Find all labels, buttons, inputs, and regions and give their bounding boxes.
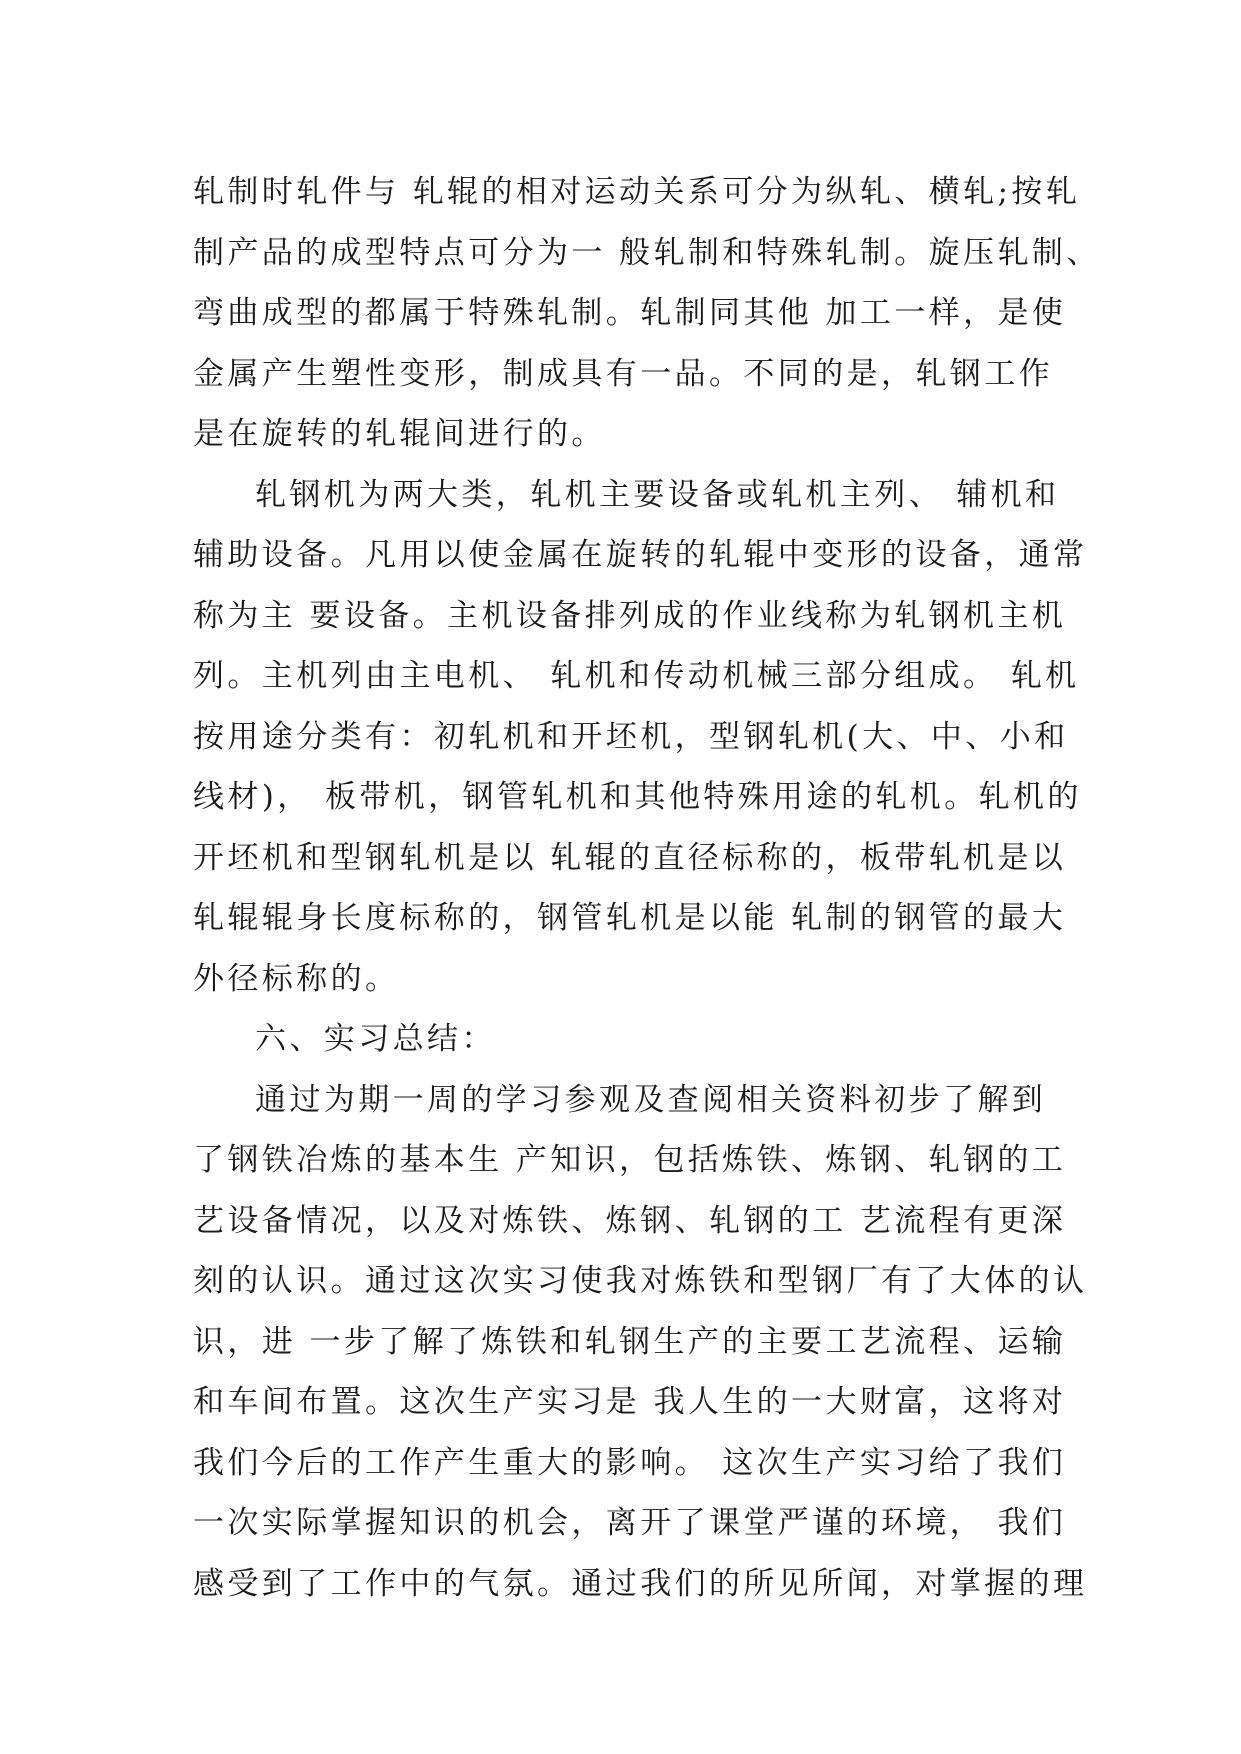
- text-line: 一次实际掌握知识的机会，离开了课堂严谨的环境， 我们: [193, 1505, 1067, 1541]
- text-line: 列。主机列由主电机、 轧机和传动机械三部分组成。 轧机: [193, 658, 1080, 694]
- text-line: 弯曲成型的都属于特殊轧制。轧制同其他 加工一样，是使: [193, 295, 1067, 331]
- text-line: 称为主 要设备。主机设备排列成的作业线称为轧钢机主机: [193, 597, 1067, 634]
- text-line: 外径标称的。: [193, 960, 400, 997]
- text-line: 开坯机和型钢轧机是以 轧辊的直径标称的，板带轧机是以: [193, 839, 1067, 876]
- text-line: 按用途分类有：初轧机和开坯机，型钢轧机(大、中、小和: [193, 718, 1069, 755]
- text-line: 轧辊辊身长度标称的，钢管轧机是以能 轧制的钢管的最大: [193, 900, 1067, 936]
- text-line: 辅助设备。凡用以使金属在旋转的轧辊中变形的设备，通常: [193, 537, 1088, 573]
- document-body: [193, 162, 1101, 1614]
- paragraph-first-line: 通过为期一周的学习参观及查阅相关资料初步了解到: [255, 1081, 1047, 1118]
- text-line: 是在旋转的轧辊间进行的。: [193, 416, 606, 452]
- text-line: 和车间布置。这次生产实习是 我人生的一大财富，这将对: [193, 1384, 1067, 1420]
- text-line: 了钢铁冶炼的基本生 产知识，包括炼铁、炼钢、轧钢的工: [193, 1142, 1067, 1178]
- text-line: 识，进 一步了解了炼铁和轧钢生产的主要工艺流程、运输: [193, 1323, 1067, 1360]
- text-line: 艺设备情况，以及对炼铁、炼钢、轧钢的工 艺流程有更深: [193, 1202, 1067, 1239]
- text-line: 我们今后的工作产生重大的影响。 这次生产实习给了我们: [193, 1444, 1067, 1481]
- paragraph-first-line: 轧钢机为两大类，轧机主要设备或轧机主列、 辅机和: [255, 476, 1060, 513]
- text-line: 感受到了工作中的气氛。通过我们的所见所闻，对掌握的理: [193, 1565, 1088, 1602]
- text-line: 制产品的成型特点可分为一 般轧制和特殊轧制。旋压轧制、: [193, 234, 1101, 271]
- text-line: 轧制时轧件与 轧辊的相对运动关系可分为纵轧、横轧;按轧: [193, 174, 1081, 210]
- section-heading: 六、实习总结：: [255, 1021, 496, 1057]
- text-line: 金属产生塑性变形，制成具有一品。不同的是，轧钢工作: [193, 355, 1053, 392]
- text-line: 刻的认识。通过这次实习使我对炼铁和型钢厂有了大体的认: [193, 1263, 1088, 1299]
- text-line: 线材)， 板带机，钢管轧机和其他特殊用途的轧机。轧机的: [193, 779, 1082, 815]
